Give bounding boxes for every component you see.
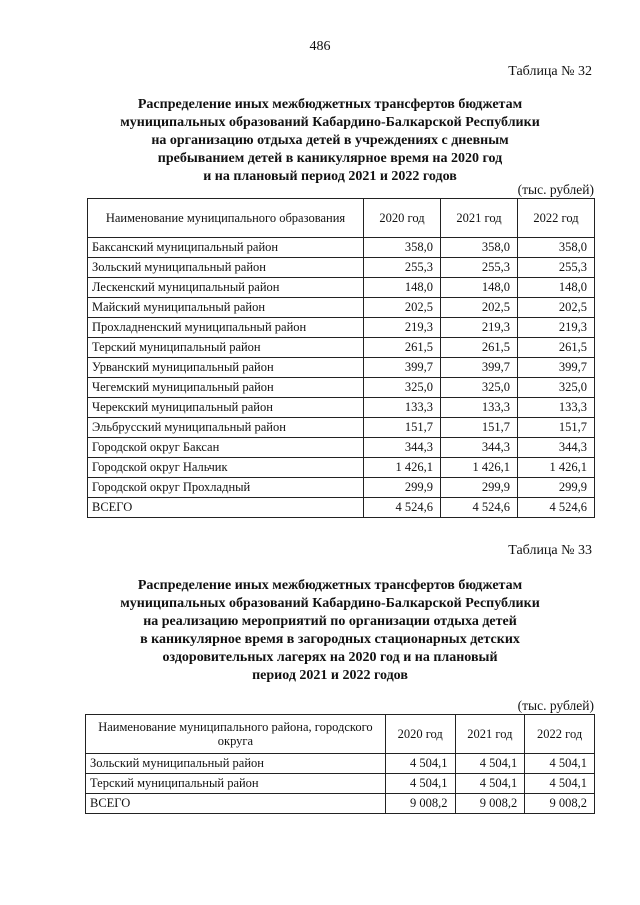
value-cell: 4 504,1 <box>455 754 525 774</box>
value-cell: 344,3 <box>364 438 441 458</box>
value-cell: 4 524,6 <box>364 498 441 518</box>
value-cell: 261,5 <box>441 338 518 358</box>
row-name-cell: Лескенский муниципальный район <box>88 278 364 298</box>
value-cell: 148,0 <box>364 278 441 298</box>
column-header-name: Наименование муниципального образования <box>88 199 364 238</box>
value-cell: 358,0 <box>364 238 441 258</box>
row-name-cell: Эльбрусский муниципальный район <box>88 418 364 438</box>
title-line: на реализацию мероприятий по организации отдыха детей <box>143 614 517 629</box>
value-cell: 219,3 <box>518 318 595 338</box>
table-33-unit: (тыс. рублей) <box>517 698 594 713</box>
table-row <box>88 238 595 258</box>
value-cell: 325,0 <box>364 378 441 398</box>
value-cell: 133,3 <box>518 398 595 418</box>
row-name-cell: Городской округ Прохладный <box>88 478 364 498</box>
row-name-cell: Чегемский муниципальный район <box>88 378 364 398</box>
value-cell: 255,3 <box>518 258 595 278</box>
table-row <box>88 458 595 478</box>
table-row <box>88 438 595 458</box>
value-cell: 9 008,2 <box>385 794 455 814</box>
row-name-cell: Зольский муниципальный район <box>88 258 364 278</box>
value-cell: 255,3 <box>441 258 518 278</box>
table-row <box>86 774 595 794</box>
value-cell: 151,7 <box>518 418 595 438</box>
row-name-cell: Баксанский муниципальный район <box>88 238 364 258</box>
value-cell: 1 426,1 <box>441 458 518 478</box>
value-cell: 261,5 <box>518 338 595 358</box>
value-cell: 358,0 <box>441 238 518 258</box>
value-cell: 299,9 <box>364 478 441 498</box>
row-name-cell: Майский муниципальный район <box>88 298 364 318</box>
table-row <box>88 478 595 498</box>
value-cell: 325,0 <box>518 378 595 398</box>
table-33 <box>85 714 595 814</box>
value-cell: 133,3 <box>441 398 518 418</box>
row-name-cell: ВСЕГО <box>86 794 386 814</box>
column-header-name: Наименование муниципального района, городского округа <box>86 715 386 754</box>
column-header-year: 2020 год <box>364 199 441 238</box>
value-cell: 9 008,2 <box>455 794 525 814</box>
row-name-cell: Урванский муниципальный район <box>88 358 364 378</box>
value-cell: 1 426,1 <box>518 458 595 478</box>
value-cell: 358,0 <box>518 238 595 258</box>
value-cell: 219,3 <box>441 318 518 338</box>
table-row <box>88 258 595 278</box>
column-header-year: 2020 год <box>385 715 455 754</box>
column-header-year: 2021 год <box>441 199 518 238</box>
column-header-year: 2021 год <box>455 715 525 754</box>
title-line: Распределение иных межбюджетных трансфертов бюджетам <box>137 578 523 593</box>
table-33-label: Таблица № 33 <box>508 543 592 558</box>
title-line: пребыванием детей в каникулярное время на 2020 год <box>157 151 503 166</box>
table-row <box>88 398 595 418</box>
row-name-cell: Терский муниципальный район <box>88 338 364 358</box>
value-cell: 133,3 <box>364 398 441 418</box>
value-cell: 4 504,1 <box>385 754 455 774</box>
value-cell: 148,0 <box>518 278 595 298</box>
value-cell: 202,5 <box>518 298 595 318</box>
title-line: муниципальных образований Кабардино-Балкарской Республики <box>120 596 540 611</box>
table-row <box>86 754 595 774</box>
table-row <box>88 338 595 358</box>
title-line: в каникулярное время в загородных стационарных детских <box>140 632 520 647</box>
value-cell: 255,3 <box>364 258 441 278</box>
value-cell: 4 504,1 <box>385 774 455 794</box>
value-cell: 299,9 <box>441 478 518 498</box>
value-cell: 325,0 <box>441 378 518 398</box>
value-cell: 299,9 <box>518 478 595 498</box>
row-name-cell: ВСЕГО <box>88 498 364 518</box>
value-cell: 4 524,6 <box>441 498 518 518</box>
title-line: период 2021 и 2022 годов <box>252 668 408 683</box>
value-cell: 151,7 <box>364 418 441 438</box>
value-cell: 4 524,6 <box>518 498 595 518</box>
value-cell: 4 504,1 <box>525 754 595 774</box>
title-line: муниципальных образований Кабардино-Балкарской Республики <box>120 115 540 130</box>
row-name-cell: Терский муниципальный район <box>86 774 386 794</box>
value-cell: 344,3 <box>441 438 518 458</box>
table-32 <box>87 198 595 518</box>
value-cell: 4 504,1 <box>525 774 595 794</box>
value-cell: 261,5 <box>364 338 441 358</box>
table-row <box>88 498 595 518</box>
table-32-unit: (тыс. рублей) <box>517 182 594 197</box>
row-name-cell: Зольский муниципальный район <box>86 754 386 774</box>
title-line: Распределение иных межбюджетных трансфертов бюджетам <box>137 97 523 112</box>
title-line: на организацию отдыха детей в учреждениях с дневным <box>151 133 509 148</box>
value-cell: 219,3 <box>364 318 441 338</box>
table-32-title <box>80 96 580 186</box>
row-name-cell: Прохладненский муниципальный район <box>88 318 364 338</box>
row-name-cell: Черекский муниципальный район <box>88 398 364 418</box>
value-cell: 344,3 <box>518 438 595 458</box>
table-row <box>86 794 595 814</box>
table-row <box>88 278 595 298</box>
table-row <box>88 318 595 338</box>
title-line: оздоровительных лагерях на 2020 год и на плановый <box>162 650 498 665</box>
value-cell: 4 504,1 <box>455 774 525 794</box>
value-cell: 151,7 <box>441 418 518 438</box>
value-cell: 202,5 <box>364 298 441 318</box>
value-cell: 202,5 <box>441 298 518 318</box>
table-32-label: Таблица № 32 <box>508 64 592 79</box>
row-name-cell: Городской округ Нальчик <box>88 458 364 478</box>
table-row <box>88 298 595 318</box>
table-row <box>88 418 595 438</box>
value-cell: 399,7 <box>441 358 518 378</box>
value-cell: 399,7 <box>364 358 441 378</box>
row-name-cell: Городской округ Баксан <box>88 438 364 458</box>
value-cell: 399,7 <box>518 358 595 378</box>
column-header-year: 2022 год <box>518 199 595 238</box>
value-cell: 148,0 <box>441 278 518 298</box>
table-row <box>88 378 595 398</box>
value-cell: 9 008,2 <box>525 794 595 814</box>
title-line: и на плановый период 2021 и 2022 годов <box>203 169 457 184</box>
column-header-year: 2022 год <box>525 715 595 754</box>
table-row <box>88 358 595 378</box>
value-cell: 1 426,1 <box>364 458 441 478</box>
table-33-title <box>80 577 580 685</box>
page-number: 486 <box>309 39 331 54</box>
